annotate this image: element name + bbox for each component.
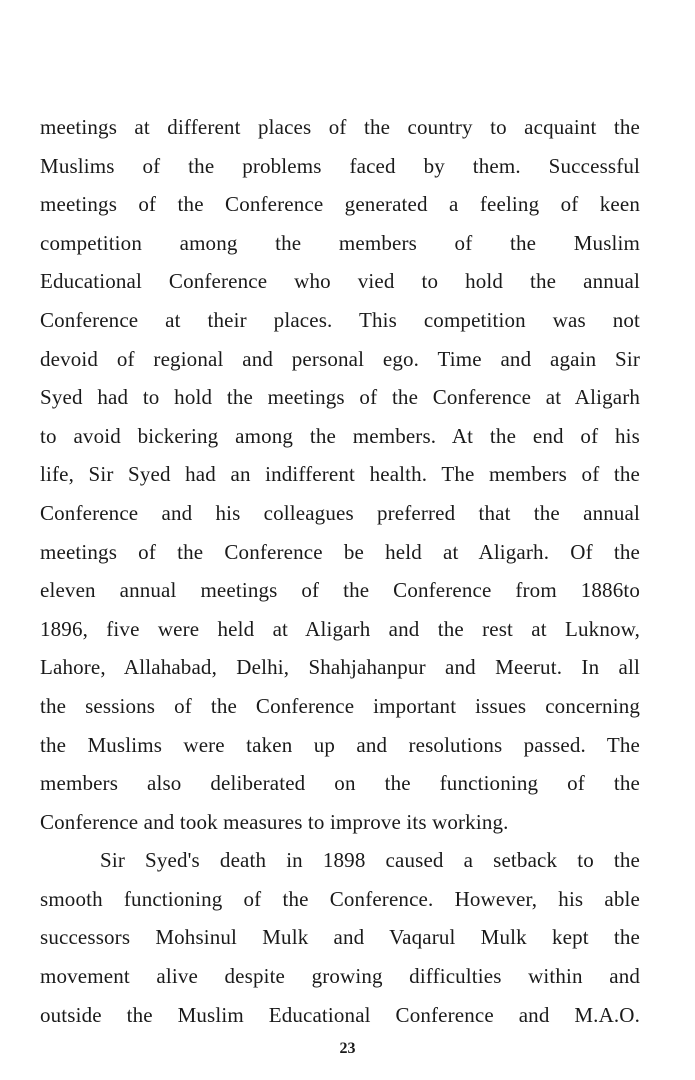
text-line: meetings of the Conference generated a feeling of keen [40, 192, 640, 217]
text-line: the sessions of the Conference important issues concerning [40, 693, 640, 718]
text-line: meetings of the Conference be held at Aligarh. Of the [40, 539, 640, 564]
text-line: Educational Conference who vied to hold the annual [40, 269, 640, 294]
text-line: outside the Muslim Educational Conference and M.A.O. [40, 1002, 640, 1027]
body-text [40, 108, 640, 1034]
text-line: successors Mohsinul Mulk and Vaqarul Mulk kept the [40, 925, 640, 950]
text-line: members also deliberated on the functioning of the [40, 771, 640, 796]
text-line: meetings at different places of the country to acquaint the [40, 115, 640, 139]
text-line: competition among the members of the Muslim [40, 230, 640, 255]
text-line: the Muslims were taken up and resolutions passed. The [40, 732, 640, 757]
text-line: Sir Syed's death in 1898 caused a setback to the [100, 848, 640, 873]
text-line: Conference and his colleagues preferred that the annual [40, 500, 640, 525]
text-line: Lahore, Allahabad, Delhi, Shahjahanpur and Meerut. In all [40, 655, 640, 680]
text-line: eleven annual meetings of the Conference from 1886to [40, 578, 640, 603]
text-line: Conference at their places. This competition was not [40, 307, 640, 332]
page-number: 23 [339, 1040, 356, 1057]
text-line: Conference and took measures to improve its working. [40, 809, 509, 834]
text-line: 1896, five were held at Aligarh and the rest at Luknow, [40, 616, 640, 641]
text-line: life, Sir Syed had an indifferent health. The members of the [40, 462, 640, 487]
text-line: Muslims of the problems faced by them. Successful [40, 153, 640, 178]
text-line: smooth functioning of the Conference. However, his able [40, 886, 640, 911]
text-line: to avoid bickering among the members. At the end of his [40, 423, 640, 448]
text-line: devoid of regional and personal ego. Time and again Sir [40, 346, 640, 371]
text-line: movement alive despite growing difficulties within and [40, 964, 640, 989]
text-line: Syed had to hold the meetings of the Conference at Aligarh [40, 385, 640, 410]
